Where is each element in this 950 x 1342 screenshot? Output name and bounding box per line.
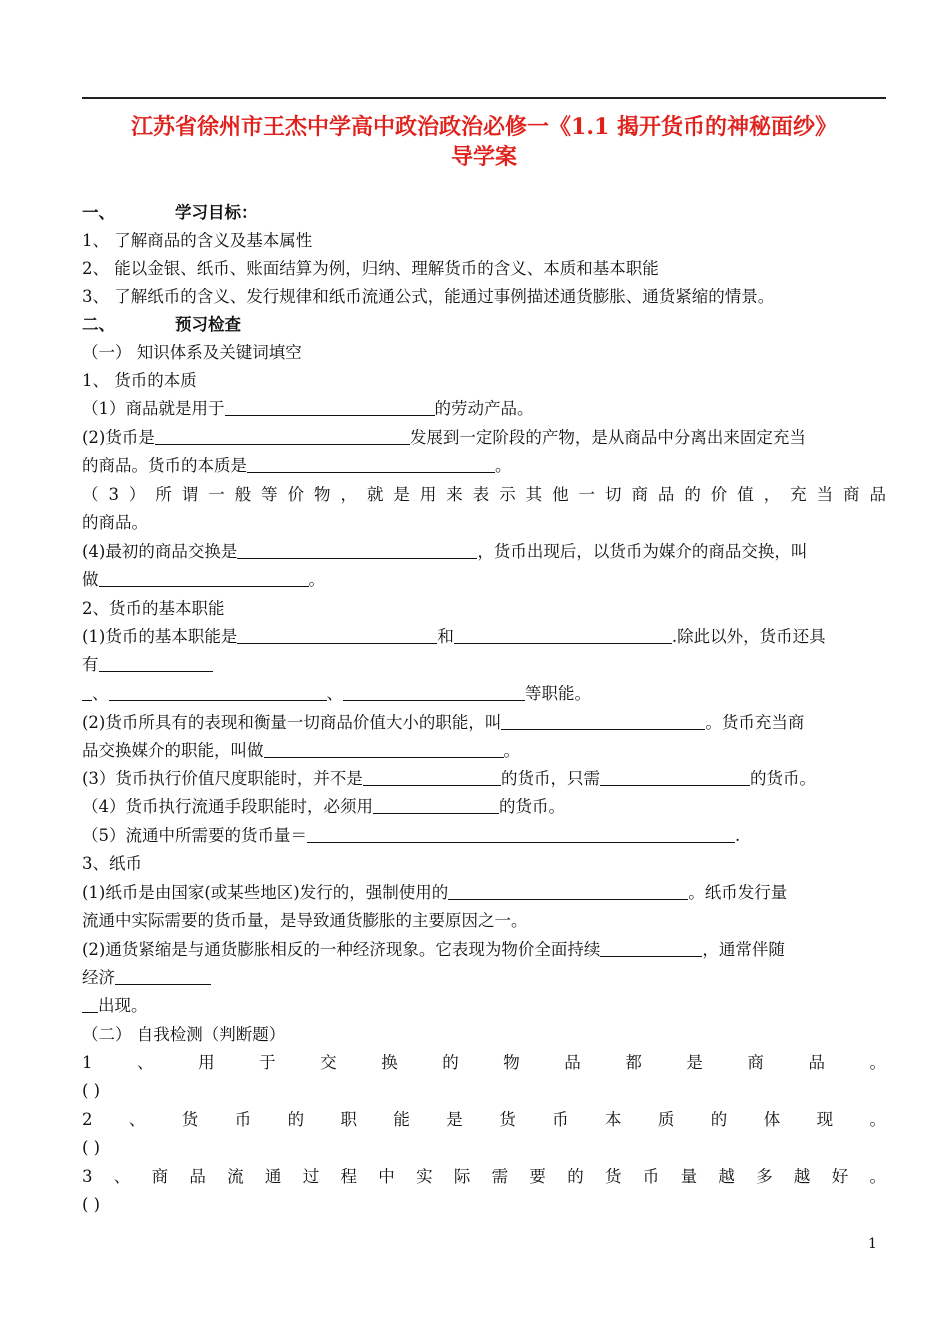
question-2-2-cont: 品交换媒介的职能，叫做 。 bbox=[82, 741, 520, 760]
blank[interactable] bbox=[115, 967, 211, 985]
blank[interactable] bbox=[237, 626, 437, 644]
question-2-1-cont: 有 bbox=[82, 654, 886, 676]
blank[interactable] bbox=[454, 626, 672, 644]
judgment-1-answer[interactable]: ( ) bbox=[82, 1081, 101, 1100]
judgment-3: 3、商品流通过程中实际需要的货币量越多越好。 bbox=[82, 1167, 886, 1186]
section-2-heading: 二、 预习检查 bbox=[82, 315, 241, 334]
title-line-2: 导学案 bbox=[450, 144, 517, 170]
question-2-1-cont2: 、 、 等职能。 bbox=[82, 683, 886, 705]
question-1-3: （3）所谓一般等价物，就是用来表示其他一切商品的价值，充当商品 bbox=[82, 485, 886, 504]
question-2-3: (3）货币执行价值尺度职能时，并不是 的货币，只需 的货币。 bbox=[82, 769, 816, 788]
title-line-1: 江苏省徐州市王杰中学高中政治政治必修一《1.1 揭开货币的神秘面纱》 bbox=[131, 114, 837, 140]
blank[interactable] bbox=[247, 455, 495, 473]
heading-money-essence: 1、 货币的本质 bbox=[82, 371, 197, 390]
header-rule bbox=[82, 97, 886, 99]
goal-2: 2、 能以金银、纸币、账面结算为例，归纳、理解货币的含义、本质和基本职能 bbox=[82, 259, 659, 278]
judgment-2-answer[interactable]: ( ) bbox=[82, 1138, 101, 1157]
question-1-4: (4)最初的商品交换是 ，货币出现后，以货币为媒介的商品交换，叫 bbox=[82, 542, 808, 561]
judgment-2: 2、货币的职能是货币本质的体现。 bbox=[82, 1110, 886, 1129]
blank[interactable] bbox=[82, 683, 92, 701]
blank[interactable] bbox=[155, 427, 410, 445]
question-3-1: (1)纸币是由国家(或某些地区)发行的，强制使用的 。纸币发行量 bbox=[82, 883, 788, 902]
question-2-1: (1)货币的基本职能是 和 .除此以外，货币还具 bbox=[82, 627, 826, 646]
document-title bbox=[82, 112, 886, 172]
blank[interactable] bbox=[264, 740, 504, 758]
question-1-3-cont: 的商品。 bbox=[82, 513, 148, 532]
question-1-1: （1）商品就是用于 的劳动产品。 bbox=[82, 399, 534, 418]
heading-money-functions: 2、货币的基本职能 bbox=[82, 599, 225, 618]
blank[interactable] bbox=[373, 796, 499, 814]
blank[interactable] bbox=[600, 939, 702, 957]
question-3-2: (2)通货紧缩是与通货膨胀相反的一种经济现象。它表现为物价全面持续 ，通常伴随 bbox=[82, 940, 785, 959]
question-1-2: (2)货币是 发展到一定阶段的产物，是从商品中分离出来固定充当 bbox=[82, 428, 806, 447]
blank[interactable] bbox=[225, 398, 435, 416]
subsection-2: （二） 自我检测（判断题） bbox=[82, 1025, 286, 1044]
question-1-2-cont: 的商品。货币的本质是 。 bbox=[82, 456, 512, 475]
blank[interactable] bbox=[363, 768, 501, 786]
subsection-1: （一） 知识体系及关键词填空 bbox=[82, 343, 302, 362]
question-3-2-cont2: 出现。 bbox=[82, 995, 886, 1017]
blank[interactable] bbox=[99, 654, 213, 672]
blank[interactable] bbox=[82, 995, 98, 1013]
question-2-4: （4）货币执行流通手段职能时，必须用 的货币。 bbox=[82, 797, 565, 816]
section-1-heading: 一、 学习目标： bbox=[82, 203, 258, 222]
blank[interactable] bbox=[343, 683, 525, 701]
blank[interactable] bbox=[109, 683, 327, 701]
question-3-1-cont: 流通中实际需要的货币量，是导致通货膨胀的主要原因之一。 bbox=[82, 911, 528, 930]
question-2-2: (2)货币所具有的表现和衡量一切商品价值大小的职能，叫 。货币充当商 bbox=[82, 713, 805, 732]
heading-paper-money: 3、纸币 bbox=[82, 854, 142, 873]
blank[interactable] bbox=[448, 882, 688, 900]
page-number: 1 bbox=[868, 1236, 877, 1252]
blank[interactable] bbox=[99, 569, 309, 587]
question-1-4-cont: 做 。 bbox=[82, 570, 325, 589]
goal-1: 1、 了解商品的含义及基本属性 bbox=[82, 231, 313, 250]
question-2-5: （5）流通中所需要的货币量＝ . bbox=[82, 826, 741, 845]
judgment-1: 1、用于交换的物品都是商品。 bbox=[82, 1053, 886, 1072]
blank[interactable] bbox=[237, 541, 477, 559]
question-3-2-cont: 经济 bbox=[82, 967, 886, 989]
blank[interactable] bbox=[307, 825, 735, 843]
blank[interactable] bbox=[501, 712, 705, 730]
goal-3: 3、 了解纸币的含义、发行规律和纸币流通公式，能通过事例描述通货膨胀、通货紧缩的情景。 bbox=[82, 287, 775, 306]
judgment-3-answer[interactable]: ( ) bbox=[82, 1195, 101, 1214]
blank[interactable] bbox=[600, 768, 750, 786]
